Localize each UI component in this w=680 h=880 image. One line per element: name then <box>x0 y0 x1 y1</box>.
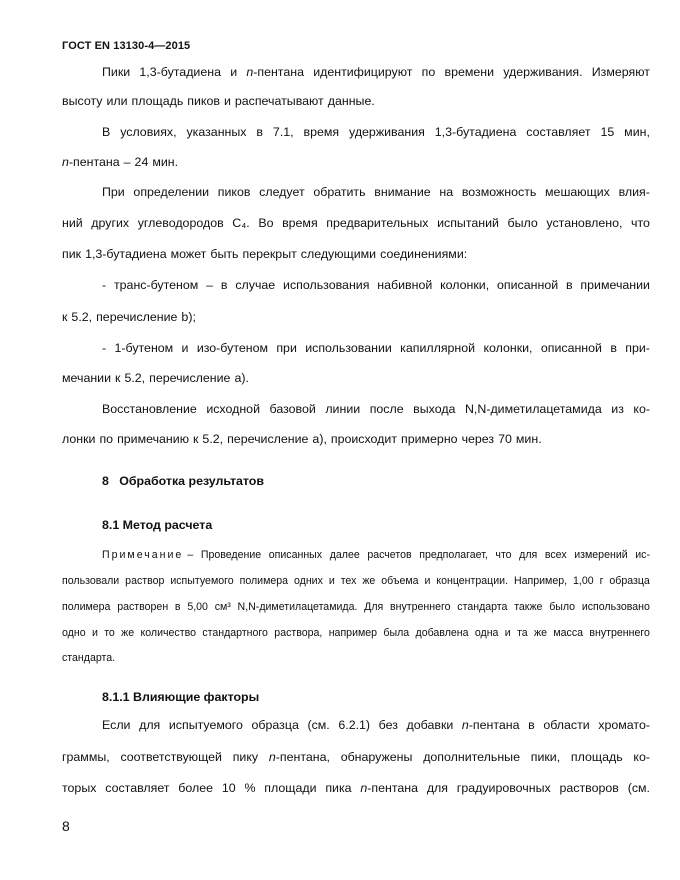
word: обнаружены <box>340 750 413 764</box>
word: установлено, <box>546 216 623 230</box>
word: торых <box>62 781 97 795</box>
text-line <box>62 310 650 324</box>
note-line <box>62 601 650 613</box>
word: Измеряют <box>591 65 650 79</box>
word: масса <box>553 627 584 639</box>
word: растворен <box>117 601 169 613</box>
word: идентифицируют <box>313 65 413 79</box>
section-number: 8 <box>102 474 109 488</box>
word: далее <box>329 549 360 561</box>
word: при <box>276 341 297 355</box>
word: 5.2, <box>124 371 146 385</box>
word: использовано <box>581 601 650 613</box>
word: 1,00 <box>573 575 594 587</box>
word: а). <box>234 371 249 385</box>
word: описанной <box>497 278 559 292</box>
word: 1,3-бутадиена <box>85 247 167 261</box>
word: и <box>181 341 189 355</box>
word: площадь <box>570 750 623 764</box>
page-number: 8 <box>62 818 70 834</box>
word: и <box>91 627 98 639</box>
word: пики, <box>530 750 561 764</box>
word: мешающих <box>545 185 610 199</box>
note-text <box>187 549 650 561</box>
word: n-пентана, <box>268 750 330 764</box>
word: выхода <box>413 402 456 416</box>
word: случае <box>235 278 276 292</box>
word: высоту <box>62 94 103 108</box>
word: 70 <box>498 432 512 446</box>
word: 6.2.1) <box>338 718 371 732</box>
word: 1,3-бутадиена <box>434 125 517 139</box>
word: составляет <box>105 781 170 795</box>
word: предварительных <box>326 216 429 230</box>
word: b); <box>181 310 196 324</box>
word: n-пентана <box>62 155 120 169</box>
word: перечисление <box>96 310 178 324</box>
text-line <box>62 155 650 169</box>
note-line <box>102 549 650 561</box>
word: 1,3-бутадиена <box>139 65 221 79</box>
word: или <box>106 94 128 108</box>
word: C₄. <box>232 216 250 230</box>
word: % <box>244 781 256 795</box>
word: колонки, <box>483 341 533 355</box>
word: в <box>528 718 535 732</box>
word: описанной <box>540 341 602 355</box>
word: использования <box>283 278 370 292</box>
word: 15 <box>600 125 615 139</box>
word: хромато- <box>598 718 650 732</box>
word: к <box>193 432 199 446</box>
word: градуировочных <box>456 781 551 795</box>
word: пик <box>62 247 82 261</box>
word: и <box>424 575 431 587</box>
word: и <box>230 65 238 79</box>
text-line <box>102 65 650 79</box>
section-8-1-1-heading: 8.1.1 Влияющие факторы <box>102 690 260 704</box>
word: составляет <box>526 125 591 139</box>
word: N,N-диметилацетамида <box>464 402 602 416</box>
word: всех <box>544 549 567 561</box>
word: может <box>170 247 207 261</box>
word: см³ <box>214 601 231 613</box>
word: исходной <box>206 402 260 416</box>
word: Для <box>364 601 384 613</box>
word: одних <box>293 575 323 587</box>
word: испытаний <box>437 216 499 230</box>
word: происходит <box>330 432 397 446</box>
word: мин, <box>624 125 650 139</box>
word: мин. <box>152 155 179 169</box>
word: соединениями: <box>380 247 468 261</box>
word: базовой <box>269 402 316 416</box>
word: ний <box>62 216 83 230</box>
word: определении <box>133 185 210 199</box>
word: концентрации. <box>436 575 509 587</box>
standard-code: ГОСТ EN 13130-4—2015 <box>62 40 191 52</box>
word: г <box>599 575 604 587</box>
text-line <box>62 216 650 230</box>
word: распечатывают <box>234 94 324 108</box>
word: n-пентана <box>461 718 520 732</box>
word: перекрыт <box>242 247 297 261</box>
word: соответствующей <box>120 750 222 764</box>
word: добавлена <box>415 627 469 639</box>
word: более <box>178 781 214 795</box>
word: и <box>504 627 511 639</box>
word: например <box>328 627 378 639</box>
word: испытуемого <box>170 575 234 587</box>
word: колонки, <box>440 278 490 292</box>
text-line <box>102 125 650 139</box>
word: количество <box>140 627 196 639</box>
word: 5.2, <box>202 432 224 446</box>
word: линии <box>325 402 361 416</box>
word: пиков <box>187 94 220 108</box>
word: следует <box>259 185 305 199</box>
text-line <box>62 781 650 795</box>
word: области <box>543 718 590 732</box>
word: и <box>328 575 335 587</box>
word: 5.2, <box>71 310 93 324</box>
word: примерно <box>401 432 458 446</box>
word: к <box>115 371 121 385</box>
word: граммы, <box>62 750 110 764</box>
word: после <box>369 402 404 416</box>
word: мечании <box>62 371 112 385</box>
word: площадь <box>131 94 184 108</box>
word: растворов <box>559 781 619 795</box>
text-line <box>62 432 650 446</box>
word: удерживания <box>349 125 425 139</box>
word: же <box>534 627 548 639</box>
word: мин. <box>515 432 542 446</box>
word: 7.1, <box>272 125 294 139</box>
section-title: Обработка результатов <box>119 474 264 488</box>
word: стандарта <box>457 601 508 613</box>
word: же <box>362 575 376 587</box>
text-line <box>102 718 650 732</box>
word: быть <box>210 247 239 261</box>
word: что <box>631 216 650 230</box>
word: – <box>206 278 214 292</box>
text-line <box>62 371 650 385</box>
word: а), <box>312 432 327 446</box>
word: к <box>62 310 68 324</box>
word: в <box>220 278 228 292</box>
word: площади <box>264 781 317 795</box>
word: раствора, <box>274 627 323 639</box>
word: время <box>303 125 340 139</box>
word: примечанию <box>117 432 189 446</box>
word: удерживания. <box>503 65 583 79</box>
word: одна <box>474 627 499 639</box>
word: Например, <box>513 575 568 587</box>
word: набивной <box>377 278 433 292</box>
word: было <box>549 601 576 613</box>
word: - <box>102 278 107 292</box>
word: то <box>104 627 115 639</box>
word: (см. <box>627 781 650 795</box>
word: для <box>426 781 448 795</box>
word: внутреннего <box>390 601 451 613</box>
word: лонки <box>62 432 96 446</box>
word: та <box>517 627 528 639</box>
word: в <box>565 278 573 292</box>
word: N,N-диметилацетамида. <box>237 601 358 613</box>
word: для <box>519 549 538 561</box>
word: 5,00 <box>187 601 208 613</box>
word: в <box>256 125 263 139</box>
word: данные. <box>327 94 375 108</box>
word: пика <box>325 781 352 795</box>
word: времени <box>444 65 495 79</box>
word: из <box>611 402 624 416</box>
word: – <box>123 155 131 169</box>
word: перечисление <box>149 371 231 385</box>
word: Во <box>258 216 274 230</box>
word: и <box>223 94 231 108</box>
word: При <box>102 185 125 199</box>
word: других <box>91 216 130 230</box>
text-line <box>62 94 650 108</box>
text-line <box>102 185 650 199</box>
word: пику <box>232 750 259 764</box>
word: было <box>507 216 538 230</box>
word: измерений <box>574 549 628 561</box>
word: полимера <box>62 601 111 613</box>
text-line <box>102 278 650 292</box>
word: – <box>187 549 194 561</box>
word: при- <box>625 341 650 355</box>
word: добавки <box>406 718 454 732</box>
text-line <box>102 402 650 416</box>
note-line <box>62 575 650 587</box>
word: дополнительные <box>423 750 520 764</box>
word: изо-бутеном <box>196 341 268 355</box>
note-line <box>62 627 650 639</box>
word: 10 <box>221 781 236 795</box>
text-line <box>62 247 650 261</box>
word: для <box>139 718 161 732</box>
word: использовании <box>305 341 392 355</box>
word: образца <box>609 575 650 587</box>
word: 1-бутеном <box>114 341 174 355</box>
note-line <box>62 652 650 664</box>
word: испытуемого <box>168 718 243 732</box>
word: предполагает, <box>419 549 488 561</box>
word: была <box>383 627 410 639</box>
word: время <box>282 216 318 230</box>
word: внимание <box>374 185 431 199</box>
word: углеводородов <box>137 216 224 230</box>
word: объема <box>381 575 419 587</box>
word: по <box>421 65 436 79</box>
word: полимера <box>239 575 289 587</box>
word: n-пентана <box>360 781 418 795</box>
word: расчетов <box>367 549 412 561</box>
word: перечисление <box>227 432 309 446</box>
word: обратить <box>313 185 366 199</box>
word: Если <box>102 718 131 732</box>
word: Проведение <box>200 549 262 561</box>
word: через <box>461 432 495 446</box>
section-8-1-heading: 8.1 Метод расчета <box>102 518 213 532</box>
word: пиков <box>217 185 251 199</box>
word: в <box>174 601 181 613</box>
word: описанных <box>268 549 323 561</box>
word: пользовали <box>62 575 120 587</box>
word: внутреннего <box>589 627 650 639</box>
word: транс-бутеном <box>113 278 199 292</box>
text-line <box>62 750 650 764</box>
word: одно <box>62 627 86 639</box>
word: ко- <box>633 402 650 416</box>
word: раствор <box>125 575 165 587</box>
word: что <box>495 549 512 561</box>
word: без <box>378 718 398 732</box>
word: по <box>99 432 114 446</box>
word: в <box>610 341 617 355</box>
word: ко- <box>633 750 650 764</box>
word: ис- <box>635 549 650 561</box>
word: также <box>514 601 543 613</box>
word: Восстановление <box>102 402 197 416</box>
word: образца <box>251 718 299 732</box>
word: примечании <box>580 278 650 292</box>
word: Пики <box>102 65 131 79</box>
word: стандартного <box>202 627 268 639</box>
word: указанных <box>186 125 247 139</box>
word: n-пентана <box>246 65 304 79</box>
word: влия- <box>618 185 650 199</box>
word: стандарта. <box>62 652 116 664</box>
word: (см. <box>307 718 330 732</box>
word: условиях, <box>120 125 177 139</box>
word: - <box>102 341 107 355</box>
word: на <box>439 185 454 199</box>
word: же <box>121 627 135 639</box>
text-line <box>102 341 650 355</box>
word: капиллярной <box>400 341 476 355</box>
section-8-heading <box>102 474 264 488</box>
word: следующими <box>300 247 377 261</box>
word: тех <box>340 575 357 587</box>
word: 24 <box>134 155 149 169</box>
word: В <box>102 125 111 139</box>
note-label: Примечание <box>102 549 184 561</box>
word: возможность <box>461 185 537 199</box>
